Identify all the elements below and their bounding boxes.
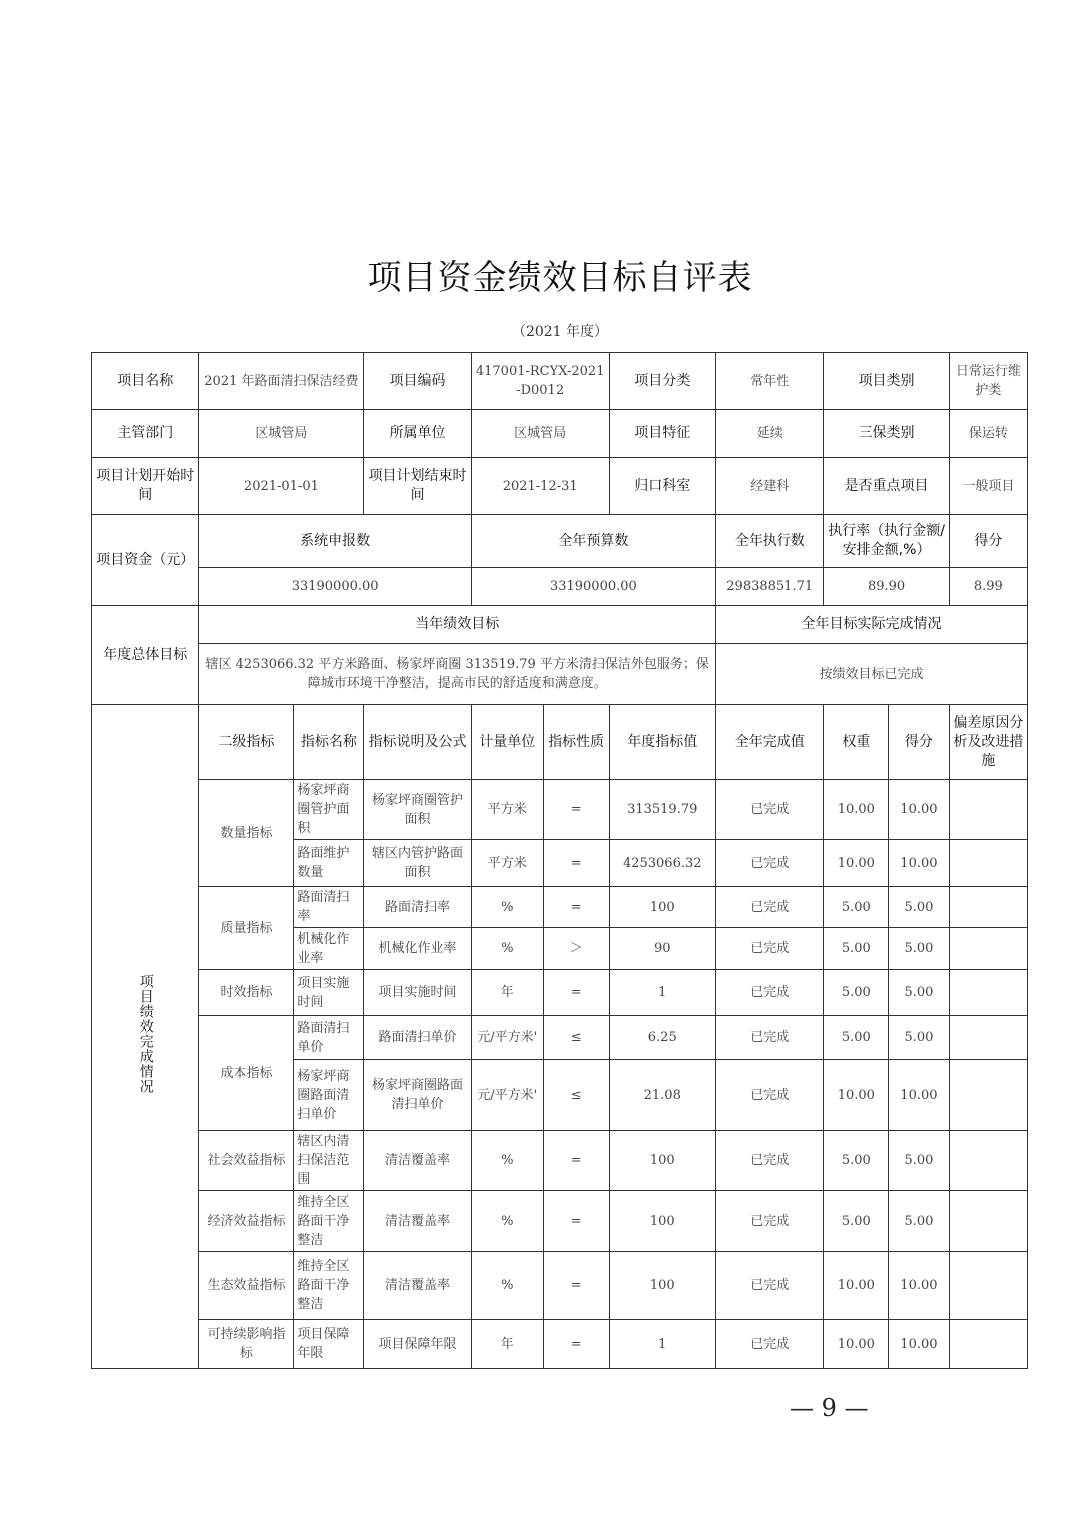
indicator-unit: 元/平方米' bbox=[471, 1060, 543, 1131]
indicator-name: 杨家坪商圈管护面积 bbox=[294, 780, 364, 840]
indicator-score: 10.00 bbox=[889, 840, 950, 887]
indicator-nature: = bbox=[543, 1131, 609, 1191]
performance-side-label bbox=[92, 705, 199, 1369]
indicator-score: 10.00 bbox=[889, 780, 950, 840]
indicator-nature: ＞ bbox=[543, 928, 609, 970]
category-cell: 数量指标 bbox=[199, 780, 294, 887]
indicator-actual: 已完成 bbox=[715, 1016, 824, 1060]
indicator-weight: 10.00 bbox=[824, 1060, 889, 1131]
exec-rate-value: 89.90 bbox=[824, 568, 949, 606]
indicator-weight: 10.00 bbox=[824, 1252, 889, 1320]
indicator-deviation bbox=[949, 1016, 1027, 1060]
indicator-weight: 5.00 bbox=[824, 887, 889, 928]
indicator-deviation bbox=[949, 928, 1027, 970]
system-declared-header: 系统申报数 bbox=[199, 515, 471, 568]
unit-value: 区城管局 bbox=[471, 410, 609, 458]
indicator-deviation bbox=[949, 1131, 1027, 1191]
indicator-deviation bbox=[949, 840, 1027, 887]
indicator-unit: 年 bbox=[471, 970, 543, 1016]
project-type-value: 日常运行维护类 bbox=[949, 353, 1027, 410]
indicator-weight: 5.00 bbox=[824, 1016, 889, 1060]
indicator-weight: 5.00 bbox=[824, 1191, 889, 1252]
indicator-target: 100 bbox=[609, 1252, 715, 1320]
sanbao-label: 三保类别 bbox=[824, 410, 949, 458]
project-code-value: 417001-RCYX-2021-D0012 bbox=[471, 353, 609, 410]
self-evaluation-table bbox=[91, 352, 1028, 1369]
indicator-unit: 平方米 bbox=[471, 840, 543, 887]
annual-done-text: 按绩效目标已完成 bbox=[715, 644, 1027, 705]
annual-exec-value: 29838851.71 bbox=[715, 568, 824, 606]
start-time-label: 项目计划开始时间 bbox=[92, 458, 199, 515]
page-subtitle: （2021 年度） bbox=[511, 324, 609, 340]
indicator-target: 21.08 bbox=[609, 1060, 715, 1131]
indicator-desc: 杨家坪商圈管护面积 bbox=[364, 780, 471, 840]
indicator-score: 5.00 bbox=[889, 1016, 950, 1060]
project-category-value: 常年性 bbox=[715, 353, 824, 410]
dept-label: 主管部门 bbox=[92, 410, 199, 458]
project-name-value: 2021 年路面清扫保洁经费 bbox=[199, 353, 364, 410]
indicator-target: 313519.79 bbox=[609, 780, 715, 840]
indicator-desc: 清洁覆盖率 bbox=[364, 1131, 471, 1191]
indicator-target: 1 bbox=[609, 970, 715, 1016]
page-title: 项目资金绩效目标自评表 bbox=[367, 258, 753, 298]
indicator-nature: = bbox=[543, 780, 609, 840]
sanbao-value: 保运转 bbox=[949, 410, 1027, 458]
indicator-weight: 10.00 bbox=[824, 840, 889, 887]
indicator-target: 6.25 bbox=[609, 1016, 715, 1060]
indicator-desc: 机械化作业率 bbox=[364, 928, 471, 970]
indicator-score: 5.00 bbox=[889, 970, 950, 1016]
indicator-unit: 平方米 bbox=[471, 780, 543, 840]
key-project-label: 是否重点项目 bbox=[824, 458, 949, 515]
indicator-score: 10.00 bbox=[889, 1060, 950, 1131]
indicator-desc: 杨家坪商圈路面清扫单价 bbox=[364, 1060, 471, 1131]
indicator-name: 项目实施时间 bbox=[294, 970, 364, 1016]
category-cell: 社会效益指标 bbox=[199, 1131, 294, 1191]
indicator-actual: 已完成 bbox=[715, 928, 824, 970]
annual-budget-header: 全年预算数 bbox=[471, 515, 715, 568]
annual-exec-header: 全年执行数 bbox=[715, 515, 824, 568]
header-indicator-desc: 指标说明及公式 bbox=[364, 705, 471, 780]
indicator-score: 5.00 bbox=[889, 1191, 950, 1252]
end-time-label: 项目计划结束时间 bbox=[364, 458, 471, 515]
header-score: 得分 bbox=[889, 705, 950, 780]
indicator-name: 路面维护数量 bbox=[294, 840, 364, 887]
feature-value: 延续 bbox=[715, 410, 824, 458]
indicator-actual: 已完成 bbox=[715, 1131, 824, 1191]
funds-label: 项目资金（元） bbox=[92, 515, 199, 606]
indicator-weight: 10.00 bbox=[824, 780, 889, 840]
indicator-name: 机械化作业率 bbox=[294, 928, 364, 970]
indicator-deviation bbox=[949, 780, 1027, 840]
unit-label: 所属单位 bbox=[364, 410, 471, 458]
indicator-actual: 已完成 bbox=[715, 1060, 824, 1131]
feature-label: 项目特征 bbox=[609, 410, 715, 458]
indicator-nature: = bbox=[543, 887, 609, 928]
indicator-weight: 5.00 bbox=[824, 1131, 889, 1191]
indicator-target: 100 bbox=[609, 887, 715, 928]
indicator-nature: = bbox=[543, 970, 609, 1016]
project-category-label: 项目分类 bbox=[609, 353, 715, 410]
indicator-deviation bbox=[949, 1191, 1027, 1252]
indicator-weight: 10.00 bbox=[824, 1320, 889, 1369]
category-cell: 可持续影响指标 bbox=[199, 1320, 294, 1369]
end-time-value: 2021-12-31 bbox=[471, 458, 609, 515]
indicator-name: 辖区内清扫保洁范围 bbox=[294, 1131, 364, 1191]
indicator-score: 5.00 bbox=[889, 1131, 950, 1191]
header-deviation: 偏差原因分析及改进措施 bbox=[949, 705, 1027, 780]
exec-rate-header: 执行率（执行金额/安排金额,%） bbox=[824, 515, 949, 568]
key-project-value: 一般项目 bbox=[949, 458, 1027, 515]
indicator-deviation bbox=[949, 1252, 1027, 1320]
indicator-name: 维持全区路面干净整洁 bbox=[294, 1191, 364, 1252]
funds-score-value: 8.99 bbox=[949, 568, 1027, 606]
indicator-name: 路面清扫单价 bbox=[294, 1016, 364, 1060]
annual-goal-label: 年度总体目标 bbox=[92, 606, 199, 705]
indicator-weight: 5.00 bbox=[824, 928, 889, 970]
header-unit: 计量单位 bbox=[471, 705, 543, 780]
indicator-desc: 辖区内管护路面面积 bbox=[364, 840, 471, 887]
indicator-unit: % bbox=[471, 1252, 543, 1320]
annual-goal-text: 辖区 4253066.32 平方米路面、杨家坪商圈 313519.79 平方米清扫保洁外包服务；保障城市环境干净整洁，提高市民的舒适度和满意度。 bbox=[199, 644, 715, 705]
start-time-value: 2021-01-01 bbox=[199, 458, 364, 515]
indicator-name: 路面清扫率 bbox=[294, 887, 364, 928]
indicator-nature: = bbox=[543, 1320, 609, 1369]
indicator-actual: 已完成 bbox=[715, 1191, 824, 1252]
indicator-score: 5.00 bbox=[889, 928, 950, 970]
header-actual: 全年完成值 bbox=[715, 705, 824, 780]
project-code-label: 项目编码 bbox=[364, 353, 471, 410]
indicator-nature: ≤ bbox=[543, 1060, 609, 1131]
indicator-actual: 已完成 bbox=[715, 1252, 824, 1320]
indicator-deviation bbox=[949, 1060, 1027, 1131]
header-target: 年度指标值 bbox=[609, 705, 715, 780]
indicator-desc: 清洁覆盖率 bbox=[364, 1252, 471, 1320]
indicator-desc: 清洁覆盖率 bbox=[364, 1191, 471, 1252]
indicator-actual: 已完成 bbox=[715, 970, 824, 1016]
project-type-label: 项目类别 bbox=[824, 353, 949, 410]
indicator-desc: 路面清扫率 bbox=[364, 887, 471, 928]
office-label: 归口科室 bbox=[609, 458, 715, 515]
indicator-desc: 项目保障年限 bbox=[364, 1320, 471, 1369]
indicator-desc: 路面清扫单价 bbox=[364, 1016, 471, 1060]
indicator-name: 维持全区路面干净整洁 bbox=[294, 1252, 364, 1320]
category-cell: 经济效益指标 bbox=[199, 1191, 294, 1252]
indicator-nature: = bbox=[543, 1191, 609, 1252]
indicator-score: 5.00 bbox=[889, 887, 950, 928]
project-name-label: 项目名称 bbox=[92, 353, 199, 410]
office-value: 经建科 bbox=[715, 458, 824, 515]
indicator-score: 10.00 bbox=[889, 1252, 950, 1320]
indicator-actual: 已完成 bbox=[715, 840, 824, 887]
indicator-target: 100 bbox=[609, 1191, 715, 1252]
indicator-name: 项目保障年限 bbox=[294, 1320, 364, 1369]
annual-done-header: 全年目标实际完成情况 bbox=[715, 606, 1027, 644]
indicator-target: 4253066.32 bbox=[609, 840, 715, 887]
category-cell: 成本指标 bbox=[199, 1016, 294, 1131]
indicator-target: 90 bbox=[609, 928, 715, 970]
indicator-deviation bbox=[949, 1320, 1027, 1369]
category-cell: 生态效益指标 bbox=[199, 1252, 294, 1320]
performance-side-text: 项目绩效完成情况 bbox=[137, 973, 154, 1094]
header-weight: 权重 bbox=[824, 705, 889, 780]
category-cell: 质量指标 bbox=[199, 887, 294, 970]
category-cell: 时效指标 bbox=[199, 970, 294, 1016]
indicator-target: 1 bbox=[609, 1320, 715, 1369]
indicator-nature: = bbox=[543, 840, 609, 887]
indicator-unit: % bbox=[471, 928, 543, 970]
header-nature: 指标性质 bbox=[543, 705, 609, 780]
dept-value: 区城管局 bbox=[199, 410, 364, 458]
indicator-deviation bbox=[949, 887, 1027, 928]
indicator-unit: % bbox=[471, 1131, 543, 1191]
page-number: — 9 — bbox=[790, 1394, 869, 1422]
indicator-unit: % bbox=[471, 1191, 543, 1252]
indicator-target: 100 bbox=[609, 1131, 715, 1191]
indicator-unit: 年 bbox=[471, 1320, 543, 1369]
funds-score-header: 得分 bbox=[949, 515, 1027, 568]
indicator-deviation bbox=[949, 970, 1027, 1016]
indicator-actual: 已完成 bbox=[715, 1320, 824, 1369]
annual-goal-header: 当年绩效目标 bbox=[199, 606, 715, 644]
header-indicator-name: 指标名称 bbox=[294, 705, 364, 780]
indicator-actual: 已完成 bbox=[715, 780, 824, 840]
indicator-name: 杨家坪商圈路面清扫单价 bbox=[294, 1060, 364, 1131]
indicator-nature: = bbox=[543, 1252, 609, 1320]
indicator-score: 10.00 bbox=[889, 1320, 950, 1369]
header-category: 二级指标 bbox=[199, 705, 294, 780]
annual-budget-value: 33190000.00 bbox=[471, 568, 715, 606]
indicator-nature: ≤ bbox=[543, 1016, 609, 1060]
indicator-unit: 元/平方米' bbox=[471, 1016, 543, 1060]
indicator-desc: 项目实施时间 bbox=[364, 970, 471, 1016]
indicator-actual: 已完成 bbox=[715, 887, 824, 928]
indicator-weight: 5.00 bbox=[824, 970, 889, 1016]
indicator-unit: % bbox=[471, 887, 543, 928]
system-declared-value: 33190000.00 bbox=[199, 568, 471, 606]
